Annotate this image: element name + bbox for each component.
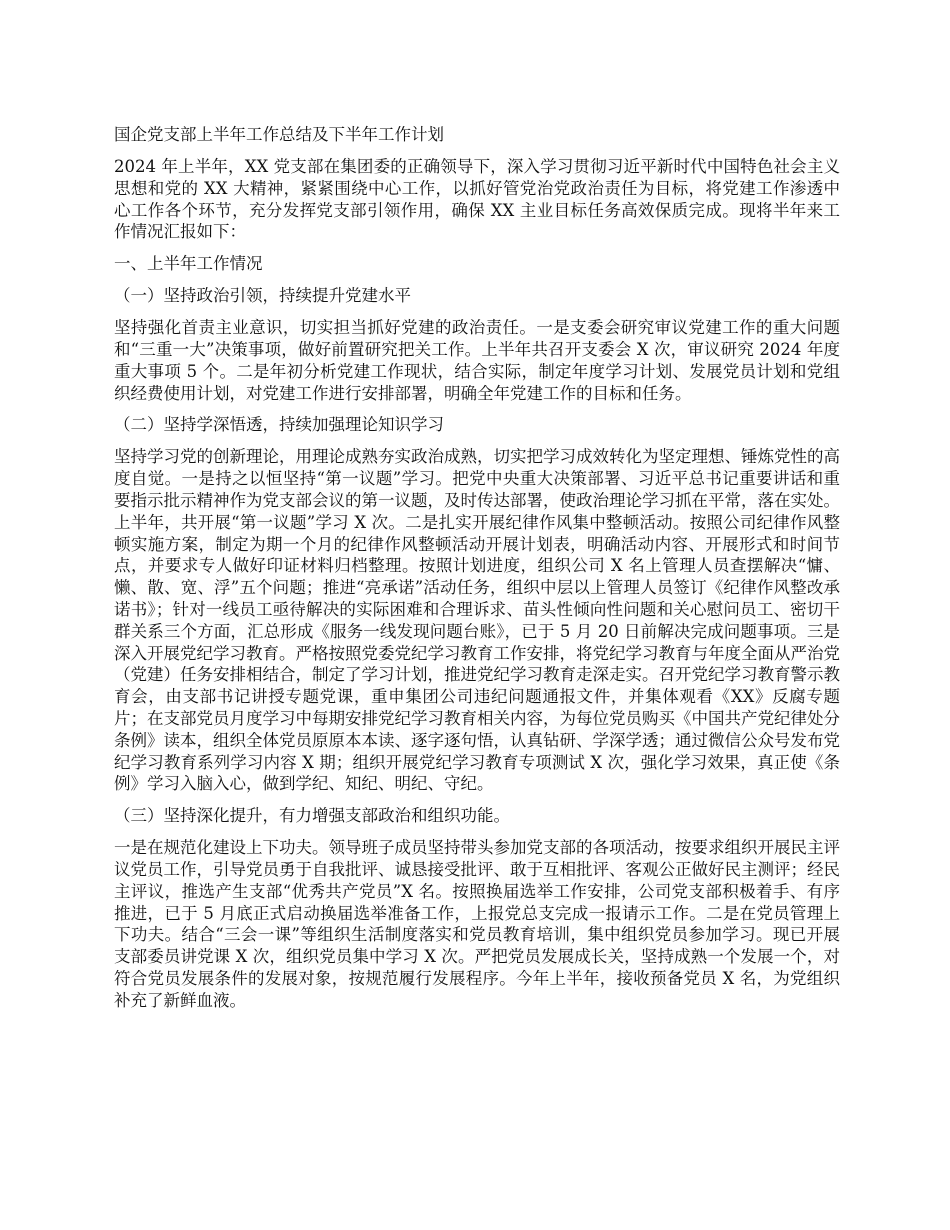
document-title: 国企党支部上半年工作总结及下半年工作计划 xyxy=(114,125,444,144)
subsection-heading-2: （二）坚持学深悟透，持续加强理论知识学习 xyxy=(114,415,444,435)
section-heading-1: 一、上半年工作情况 xyxy=(114,254,263,274)
subsection-body-3: 一是在规范化建设上下功夫。领导班子成员坚持带头参加党支部的各项活动，按要求组织开展民主评议党员工作，引导党员勇于自我批评、诚恳接受批评、敢于互相批评、客观公正做好民主测评；经民主评议，推选产生支部“优秀共产党员”X 名。按照换届选举工作安排，公司党支部积极着手、有序推进，已于 5 月底正式启动换届选举准备工作，上报党总支完成一报请示工作。二是在党员管理上下功夫。结合“三会一课”等组织生活制度落实和党员教育培训，集中组织党员参加学习。现已开展支部委员讲党课 X 次，组织党员集中学习 X 次。严把党员发展成长关，坚持成熟一个发展一个，对符合党员发展条件的发展对象，按规范履行发展程序。今年上半年，接收预备党员 X 名，为党组织补充了新鲜血液。 xyxy=(114,838,840,1010)
subsection-body-1: 坚持强化首责主业意识，切实担当抓好党建的政治责任。一是支委会研究审议党建工作的重大问题和“三重一大”决策事项，做好前置研究把关工作。上半年共召开支委会 X 次，审议研究 2024 年度重大事项 5 个。二是年初分析党建工作现状，结合实际，制定年度学习计划、发展党员计划和党组织经费使用计划，对党建工作进行安排部署，明确全年党建工作的目标和任务。 xyxy=(114,318,840,403)
subsection-heading-3: （三）坚持深化提升，有力增强支部政治和组织功能。 xyxy=(114,806,510,826)
intro-paragraph: 2024 年上半年，XX 党支部在集团委的正确领导下，深入学习贯彻习近平新时代中国特色社会主义思想和党的 XX 大精神，紧紧围绕中心工作，以抓好管党治党政治责任为目标，将党建工作渗透中心工作各个环节，充分发挥党支部引领作用，确保 XX 主业目标任务高效保质完成。现将半年来工作情况汇报如下： xyxy=(114,157,840,242)
subsection-body-2: 坚持学习党的创新理论，用理论成熟夯实政治成熟，切实把学习成效转化为坚定理想、锤炼党性的高度自觉。一是持之以恒坚持“第一议题”学习。把党中央重大决策部署、习近平总书记重要讲话和重要指示批示精神作为党支部会议的第一议题，及时传达部署，使政治理论学习抓在平常，落在实处。上半年，共开展“第一议题”学习 X 次。二是扎实开展纪律作风集中整顿活动。按照公司纪律作风整顿实施方案，制定为期一个月的纪律作风整顿活动开展计划表，明确活动内容、开展形式和时间节点，并要求专人做好印证材料归档整理。按照计划进度，组织公司 X 名上管理人员查摆解决“慵、懒、散、宽、浮”五个问题；推进“亮承诺”活动任务，组织中层以上管理人员签订《纪律作风整改承诺书》；针对一线员工亟待解决的实际困难和合理诉求、苗头性倾向性问题和关心慰问员工、密切干群关系三个方面，汇总形成《服务一线发现问题台账》，已于 5 月 20 日前解决完成问题事项。三是深入开展党纪学习教育。严格按照党委党纪学习教育工作安排，将党纪学习教育与年度全面从严治党（党建）任务安排相结合，制定了学习计划，推进党纪学习教育走深走实。召开党纪学习教育警示教育会，由支部书记讲授专题党课，重申集团公司违纪问题通报文件，并集体观看《XX》反腐专题片；在支部党员月度学习中每期安排党纪学习教育相关内容，为每位党员购买《中国共产党纪律处分条例》读本，组织全体党员原原本本读、逐字逐句悟，认真钻研、学深学透；通过微信公众号发布党纪学习教育系列学习内容 X 期；组织开展党纪学习教育专项测试 X 次，强化学习效果，真正使《条例》学习入脑入心，做到学纪、知纪、明纪、守纪。 xyxy=(114,447,840,794)
document-page xyxy=(114,124,840,1022)
subsection-heading-1: （一）坚持政治引领，持续提升党建水平 xyxy=(114,286,411,306)
